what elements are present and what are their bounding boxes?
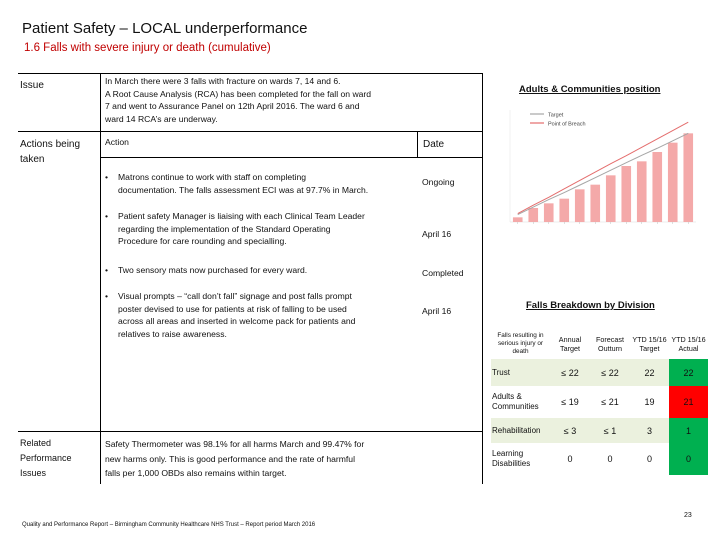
- annual-target: ≤ 19: [550, 386, 590, 418]
- action-date-safety-manager: April 16: [422, 229, 452, 239]
- chart-bar: [513, 217, 523, 222]
- annual-target: ≤ 3: [550, 418, 590, 443]
- legend-breach-label: Point of Breach: [548, 121, 586, 128]
- forecast-outturn: ≤ 1: [590, 418, 630, 443]
- row-name: Rehabilitation: [491, 418, 550, 443]
- annual-target: ≤ 22: [550, 359, 590, 386]
- ytd-actual: 0: [669, 443, 708, 475]
- breakdown-header-ytd-target: YTD 15/16 Target: [630, 328, 669, 359]
- action-item-matrons: • Matrons continue to work with staff on completing documentation. The falls assessment ECI was at 97.7% in March.: [105, 172, 369, 195]
- chart-bar: [575, 189, 585, 222]
- ytd-actual: 22: [669, 359, 708, 386]
- row-name: Learning Disabilities: [491, 443, 550, 475]
- chart-bar: [544, 203, 554, 222]
- table-row: [491, 359, 708, 386]
- breakdown-title: Falls Breakdown by Division: [526, 300, 655, 311]
- adults-communities-chart: [500, 104, 705, 236]
- table-row: [491, 418, 708, 443]
- chart-bar: [606, 175, 616, 222]
- chart-bar: [652, 152, 662, 222]
- forecast-outturn: ≤ 21: [590, 386, 630, 418]
- table-divider-related: [18, 431, 482, 432]
- action-item-visual-prompts: • Visual prompts – “call don’t fall” signage and post falls prompt poster devised to use for patients at risk of falling to be used across all areas and inserted in welcome pack for patients and relatives to raise awareness.: [105, 291, 356, 339]
- chart-title: Adults & Communities position: [519, 84, 661, 95]
- page-number: 23: [684, 512, 692, 519]
- chart-bar: [637, 161, 647, 222]
- page-subtitle: 1.6 Falls with severe injury or death (cumulative): [24, 42, 271, 54]
- ytd-actual: 21: [669, 386, 708, 418]
- action-date-matrons: Ongoing: [422, 177, 455, 187]
- table-divider-action-header: [100, 157, 482, 158]
- actions-label: Actions being taken: [20, 139, 81, 165]
- ytd-target: 3: [630, 418, 669, 443]
- annual-target: 0: [550, 443, 590, 475]
- chart-bar: [621, 166, 631, 222]
- related-issues-text: Safety Thermometer was 98.1% for all harms March and 99.47% for new harms only. This is good performance and the rate of harmful falls per 1,000 OBDs also remains within target.: [105, 439, 365, 478]
- breakdown-header-forecast: Forecast Outturn: [590, 328, 630, 359]
- ytd-target: 22: [630, 359, 669, 386]
- forecast-outturn: ≤ 22: [590, 359, 630, 386]
- chart-target-line: [518, 133, 689, 214]
- chart-bar: [668, 143, 678, 222]
- issue-label: Issue: [20, 80, 44, 91]
- row-name: Trust: [491, 359, 550, 386]
- chart-bar: [528, 208, 538, 222]
- footer-text: Quality and Performance Report – Birmingham Community Healthcare NHS Trust – Report period March 2016: [22, 522, 316, 528]
- chart-bar: [590, 185, 600, 222]
- breakdown-header-annual: Annual Target: [550, 328, 590, 359]
- page-title: Patient Safety – LOCAL underperformance: [22, 20, 308, 37]
- chart-breach-line: [518, 122, 689, 213]
- action-column-header: Action: [105, 137, 129, 147]
- ytd-target: 19: [630, 386, 669, 418]
- legend-target-label: Target: [548, 112, 564, 119]
- table-row: [491, 443, 708, 475]
- row-name: Adults & Communities: [491, 386, 550, 418]
- action-item-safety-manager: • Patient safety Manager is liaising with each Clinical Team Leader regarding the implementation of the Standard Operating Procedure for care rounding and specialling.: [105, 211, 365, 246]
- table-date-column-divider: [417, 131, 418, 157]
- ytd-target: 0: [630, 443, 669, 475]
- table-right-border: [482, 73, 483, 484]
- forecast-outturn: 0: [590, 443, 630, 475]
- breakdown-header-row: [491, 328, 708, 359]
- breakdown-header-ytd-actual: YTD 15/16 Actual: [669, 328, 708, 359]
- table-left-column-divider: [100, 73, 101, 484]
- chart-bar: [559, 199, 569, 222]
- action-item-sensory-mats: • Two sensory mats now purchased for every ward.: [105, 265, 308, 275]
- table-divider-issue: [18, 131, 482, 132]
- table-row: [491, 386, 708, 418]
- ytd-actual: 1: [669, 418, 708, 443]
- related-issues-label: Related Performance Issues: [20, 438, 72, 478]
- breakdown-table: [491, 328, 708, 475]
- issue-text: In March there were 3 falls with fracture on wards 7, 14 and 6. A Root Cause Analysis (RCA) has been completed for the fall on ward 7 and went to Assurance Panel on 12th April 2016. The ward 6 and ward 14 RCA’s are underway.: [105, 76, 372, 124]
- action-date-sensory-mats: Completed: [422, 268, 464, 278]
- breakdown-header-measure: Falls resulting in serious injury or death: [491, 328, 550, 359]
- chart-bar: [683, 133, 693, 222]
- date-column-header: Date: [423, 139, 445, 150]
- action-date-visual-prompts: April 16: [422, 306, 452, 316]
- table-top-border: [18, 73, 482, 74]
